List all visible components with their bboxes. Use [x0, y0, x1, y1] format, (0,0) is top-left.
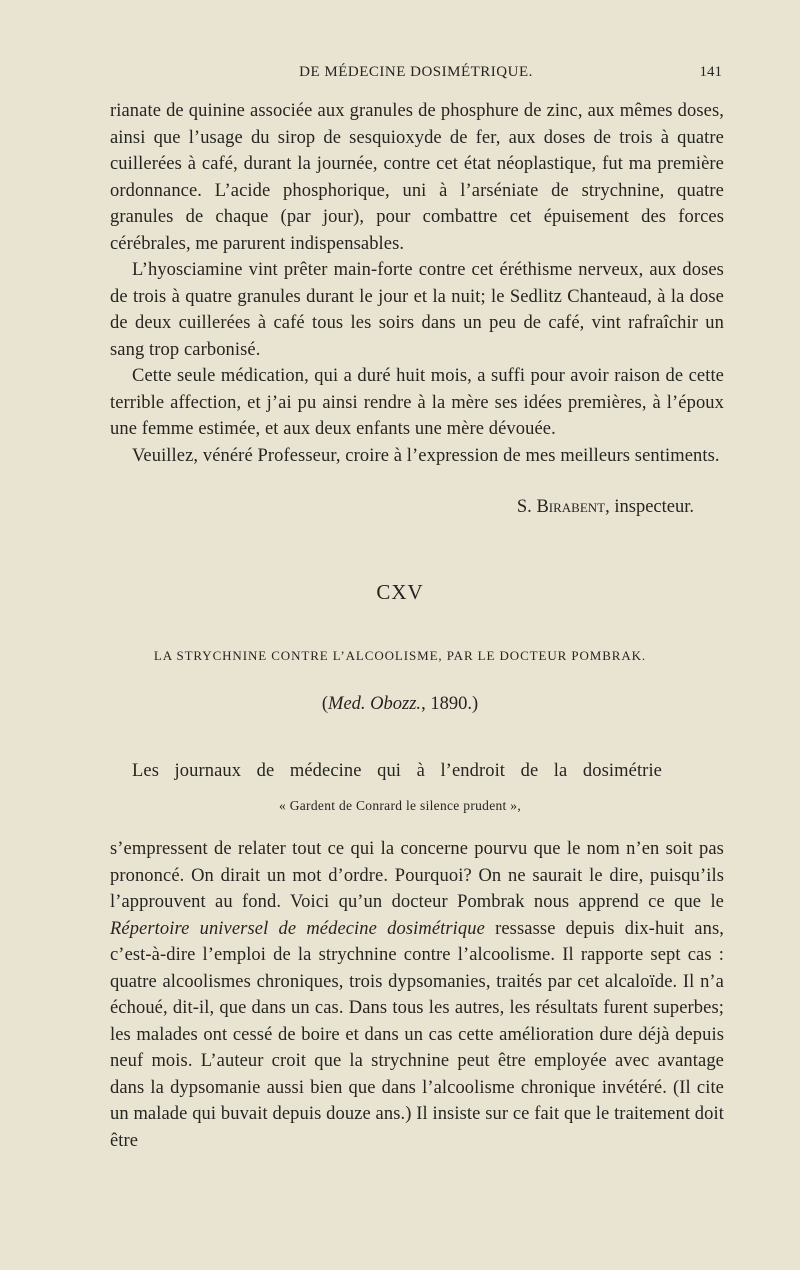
- letter-body: [110, 98, 724, 469]
- source-citation: [0, 694, 800, 715]
- paragraph: [110, 836, 724, 1154]
- signature: [517, 497, 694, 518]
- source-open: (: [321, 694, 329, 714]
- verse-quote: « Gardent de Conrard le silence prudent »,: [278, 798, 522, 813]
- source-journal: Med. Obozz.: [328, 694, 422, 714]
- page-header: [110, 64, 722, 86]
- paragraph-text: ressasse depuis dix-huit ans, c’est-à-dire l’emploi de la strychnine contre l’alcoolisme. Il rapporte sept cas : quatre alcoolismes chroniques, trois dypsomanies, traités par cet alcaloïde. Il n’a échoué, dit-il, que dans un cas. Dans tous les autres, les résultats furent superbes; les malades ont cessé de boire et dans un cas cette amélioration dure déjà depuis neuf mois. L’auteur croit que la strychnine peut être employée avec avantage dans la dypsomanie aussi bien que dans l’alcoolisme chronique invétéré. (Il cite un malade qui buvait depuis douze ans.) Il insiste sur ce fait que le traitement doit être: [110, 918, 724, 1151]
- signature-initial: S.: [516, 497, 532, 517]
- journal-title: Répertoire universel de médecine dosimétrique: [110, 918, 485, 939]
- paragraph: Veuillez, vénéré Professeur, croire à l’expression de mes meilleurs sentiments.: [132, 445, 720, 466]
- page-number: 141: [699, 64, 722, 80]
- paragraph: rianate de quinine associée aux granules de phosphure de zinc, aux mêmes doses, ainsi que l’usage du sirop de sesquioxyde de fer, aux doses de trois à quatre cuillerées à café, durant la journée, contre cet état néoplastique, fut ma première ordonnance. L’acide phosphorique, uni à l’arséniate de strychnine, quatre granules de chaque (par jour), pour combattre cet épuisement des forces cérébrales, me parurent indispensables.: [110, 101, 724, 254]
- section-number: CXV: [376, 580, 424, 604]
- paragraph: L’hyosciamine vint prêter main-forte contre cet éréthisme nerveux, aux doses de trois à quatre granules durant le jour et la nuit; le Sedlitz Chanteaud, à la dose de deux cuillerées à café tous les soirs dans un peu de café, vint rafraîchir un sang trop carbonisé.: [110, 260, 724, 360]
- signature-name: Birabent: [536, 497, 606, 517]
- paragraph: Cette seule médication, qui a duré huit mois, a suffi pour avoir raison de cette terrible affection, et j’ai pu ainsi rendre à la mère ses idées premières, à l’époux une femme estimée, et aux deux enfants une mère dévouée.: [110, 366, 724, 439]
- section-title: LA STRYCHNINE CONTRE L’ALCOOLISME, PAR LE DOCTEUR POMBRAK.: [153, 648, 647, 663]
- source-rest: , 1890.): [421, 694, 479, 714]
- lead-line: Les journaux de médecine qui à l’endroit de la dosimétrie: [132, 761, 662, 781]
- running-title: DE MÉDECINE DOSIMÉTRIQUE.: [299, 64, 533, 80]
- paragraph-text: s’empressent de relater tout ce qui la concerne pourvu que le nom n’en soit pas prononcé. On dirait un mot d’ordre. Pourquoi? On ne saurait le dire, puisqu’ils l’approuvent au fond. Voici qu’un docteur Pombrak nous apprend ce que le: [110, 839, 724, 912]
- signature-title: , inspecteur.: [605, 497, 694, 517]
- article-body: [110, 836, 724, 1154]
